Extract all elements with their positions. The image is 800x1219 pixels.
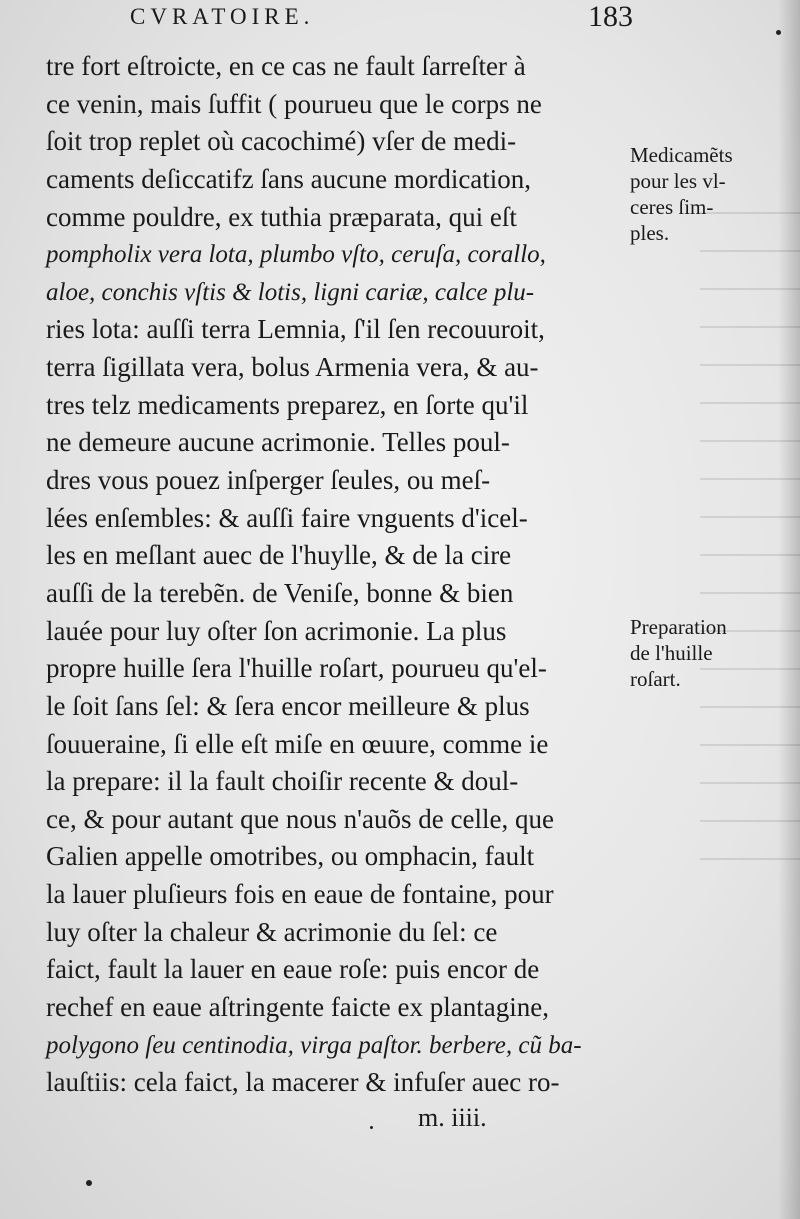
text-line: les en meſlant auec de l'huylle, & de la cire	[46, 540, 512, 571]
text-line: caments deſiccatifz ſans aucune mordication,	[46, 163, 532, 194]
text-line: propre huille ſera l'huille roſart, pourueu qu'el-	[46, 653, 547, 684]
text-line: ne demeure aucune acrimonie. Telles poul-	[46, 427, 510, 458]
main-text-block	[46, 48, 626, 1102]
margin-note-line: de l'huille	[630, 641, 713, 665]
margin-note-line: ceres ſim-	[630, 195, 714, 219]
margin-note-medicaments	[630, 142, 770, 246]
margin-note-line: pour les vl-	[630, 169, 726, 193]
text-line: faict, fault la lauer en eaue roſe: puis encor de	[46, 954, 540, 985]
text-line: le ſoit ſans ſel: & ſera encor meilleure & plus	[46, 690, 530, 721]
margin-note-line: Medicamẽts	[630, 143, 733, 167]
margin-note-line: roſart.	[630, 667, 681, 691]
signature-mark: m. iiii.	[418, 1103, 487, 1132]
text-line: terra ſigillata vera, bolus Armenia vera, & au-	[46, 352, 539, 383]
text-line: rechef en eaue aſtringente faicte ex plantagine,	[46, 992, 549, 1023]
text-line-italic: aloe, conchis vſtis & lotis, ligni cariæ, calce plu-	[46, 278, 535, 306]
page-edge-shadow	[778, 0, 800, 1219]
text-line: ce, & pour autant que nous n'auõs de celle, que	[46, 803, 554, 834]
text-line: Galien appelle omotribes, ou omphacin, fault	[46, 841, 535, 872]
ink-speck	[370, 1126, 373, 1129]
text-line: lées enſembles: & auſſi faire vnguents d'icel-	[46, 502, 528, 533]
margin-note-preparation	[630, 614, 770, 692]
text-line: ce venin, mais ſuffit ( pourueu que le corps ne	[46, 88, 542, 119]
page-number: 183	[588, 0, 633, 33]
text-line-italic: polygono ſeu centinodia, virga paſtor. berbere, cũ ba-	[46, 1031, 582, 1059]
text-line: la lauer pluſieurs fois en eaue de fontaine, pour	[46, 879, 554, 910]
text-line: comme pouldre, ex tuthia præparata, qui eſt	[46, 201, 517, 232]
ink-speck	[776, 30, 781, 35]
margin-note-line: Preparation	[630, 615, 727, 639]
text-line: ſoit trop replet où cacochimé) vſer de medi-	[46, 126, 517, 157]
text-line: lauſtiis: cela faict, la macerer & infuſer auec ro-	[46, 1067, 560, 1098]
text-line: tre fort eſtroicte, en ce cas ne fault ſarreſter à	[46, 51, 526, 81]
text-line: dres vous pouez inſperger ſeules, ou meſ-	[46, 465, 491, 496]
running-title: CVRATOIRE.	[130, 4, 315, 29]
text-line: ſouueraine, ſi elle eſt miſe en œuure, comme ie	[46, 728, 549, 759]
margin-note-line: ples.	[630, 221, 670, 245]
text-line: la prepare: il la fault choiſir recente & doul-	[46, 766, 519, 797]
text-line: tres telz medicaments preparez, en ſorte qu'il	[46, 389, 529, 420]
text-line-italic: pompholix vera lota, plumbo vſto, ceruſa, corallo,	[46, 241, 546, 269]
text-line: ries lota: auſſi terra Lemnia, ſ'il ſen recouuroit,	[46, 314, 545, 345]
ink-speck	[86, 1180, 92, 1186]
text-line: luy oſter la chaleur & acrimonie du ſel: ce	[46, 916, 498, 947]
text-line: lauée pour luy oſter ſon acrimonie. La plus	[46, 615, 507, 646]
text-line: auſſi de la terebẽn. de Veniſe, bonne & bien	[46, 577, 514, 608]
